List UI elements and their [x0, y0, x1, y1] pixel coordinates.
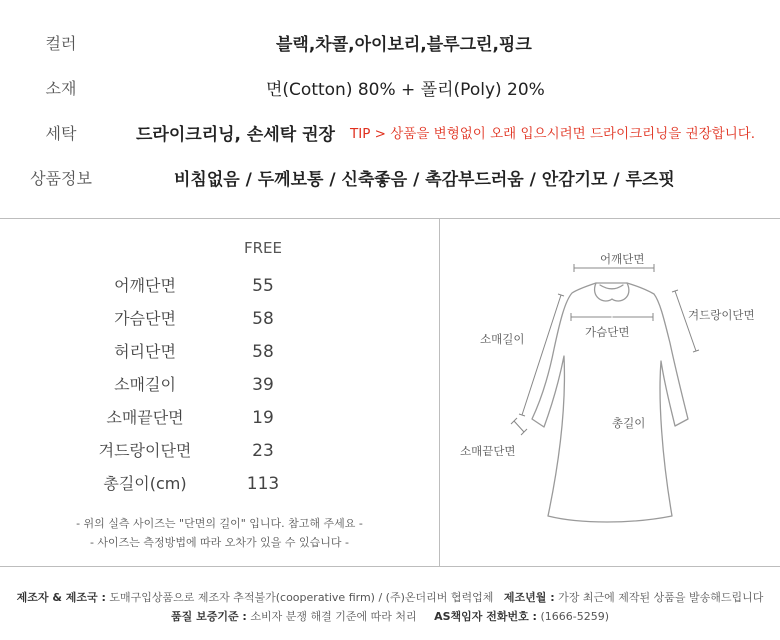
size-label: 가슴단면 [114, 309, 176, 328]
cuff-measure [511, 418, 527, 435]
size-row [0, 436, 439, 466]
size-label: 소매길이 [114, 375, 176, 394]
size-label: 소매끝단면 [106, 408, 184, 427]
info-row-material [0, 65, 780, 109]
size-value: 113 [246, 474, 280, 494]
size-value: 55 [252, 276, 274, 296]
info-label-color: 컬러 [45, 33, 77, 53]
as-label: AS책임자 전화번호 : [434, 610, 537, 623]
size-row [0, 469, 439, 499]
size-value: 58 [252, 309, 274, 329]
dress-illustration [440, 219, 780, 566]
label-length: 총길이 [612, 416, 646, 430]
sleeve-measure [519, 294, 564, 416]
info-value-material: 면(Cotton) 80% + 폴리(Poly) 20% [266, 79, 545, 100]
product-info [0, 0, 780, 218]
size-row [0, 403, 439, 433]
divider-bottom [0, 566, 780, 567]
quality-label: 품질 보증기준 : [171, 610, 247, 623]
wash-tip: TIP > 상품을 변형없이 오래 입으시려면 드라이크리닝을 권장합니다. [350, 126, 756, 142]
info-row-wash [0, 110, 780, 154]
size-row [0, 370, 439, 400]
size-column-header: FREE [243, 239, 282, 257]
size-label: 겨드랑이단면 [98, 441, 192, 460]
label-cuff: 소매끝단면 [460, 444, 516, 458]
label-chest: 가슴단면 [585, 325, 630, 339]
size-value: 39 [252, 375, 274, 395]
info-value-details: 비침없음 / 두께보통 / 신축좋음 / 촉감부드러움 / 안감기모 / 루즈핏 [174, 169, 675, 190]
size-note: - 사이즈는 측정방법에 따라 오차가 있을 수 있습니다 - [89, 536, 350, 549]
size-value: 19 [252, 408, 274, 428]
size-label: 허리단면 [114, 342, 176, 361]
info-row-details [0, 155, 780, 199]
size-row [0, 337, 439, 367]
quality-value: 소비자 분쟁 해결 기준에 따라 처리 [250, 610, 417, 623]
as-value: (1666-5259) [540, 610, 609, 623]
size-note: - 위의 실측 사이즈는 "단면의 길이" 입니다. 참고해 주세요 - [76, 517, 363, 530]
size-value: 58 [252, 342, 274, 362]
maker-value: 도매구입상품으로 제조자 추적불가(cooperative firm) / (주)온더리버 협력업체 [109, 591, 494, 604]
size-value: 23 [252, 441, 274, 461]
info-label-details: 상품정보 [30, 168, 92, 188]
garment-diagram [440, 219, 780, 566]
size-label: 총길이(cm) [103, 474, 187, 493]
date-value: 가장 최근에 제작된 상품을 발송해드립니다 [558, 591, 764, 604]
size-row [0, 304, 439, 334]
label-sleeve: 소매길이 [480, 332, 525, 346]
label-shoulder: 어깨단면 [600, 252, 645, 266]
footer-line-maker [0, 589, 780, 605]
date-label: 제조년월 : [503, 591, 555, 604]
info-label-wash: 세탁 [45, 123, 77, 143]
label-armpit: 겨드랑이단면 [688, 308, 755, 322]
info-label-material: 소재 [45, 78, 77, 98]
dress-outline [532, 283, 688, 522]
info-value-wash: 드라이크리닝, 손세탁 권장 [136, 124, 335, 145]
maker-label: 제조자 & 제조국 : [16, 591, 106, 604]
size-row [0, 271, 439, 301]
collar-outline [595, 283, 629, 301]
info-row-color [0, 20, 780, 64]
footer-line-quality [0, 608, 780, 624]
info-value-color: 블랙,차콜,아이보리,블루그린,핑크 [276, 34, 532, 55]
size-label: 어깨단면 [114, 276, 176, 295]
